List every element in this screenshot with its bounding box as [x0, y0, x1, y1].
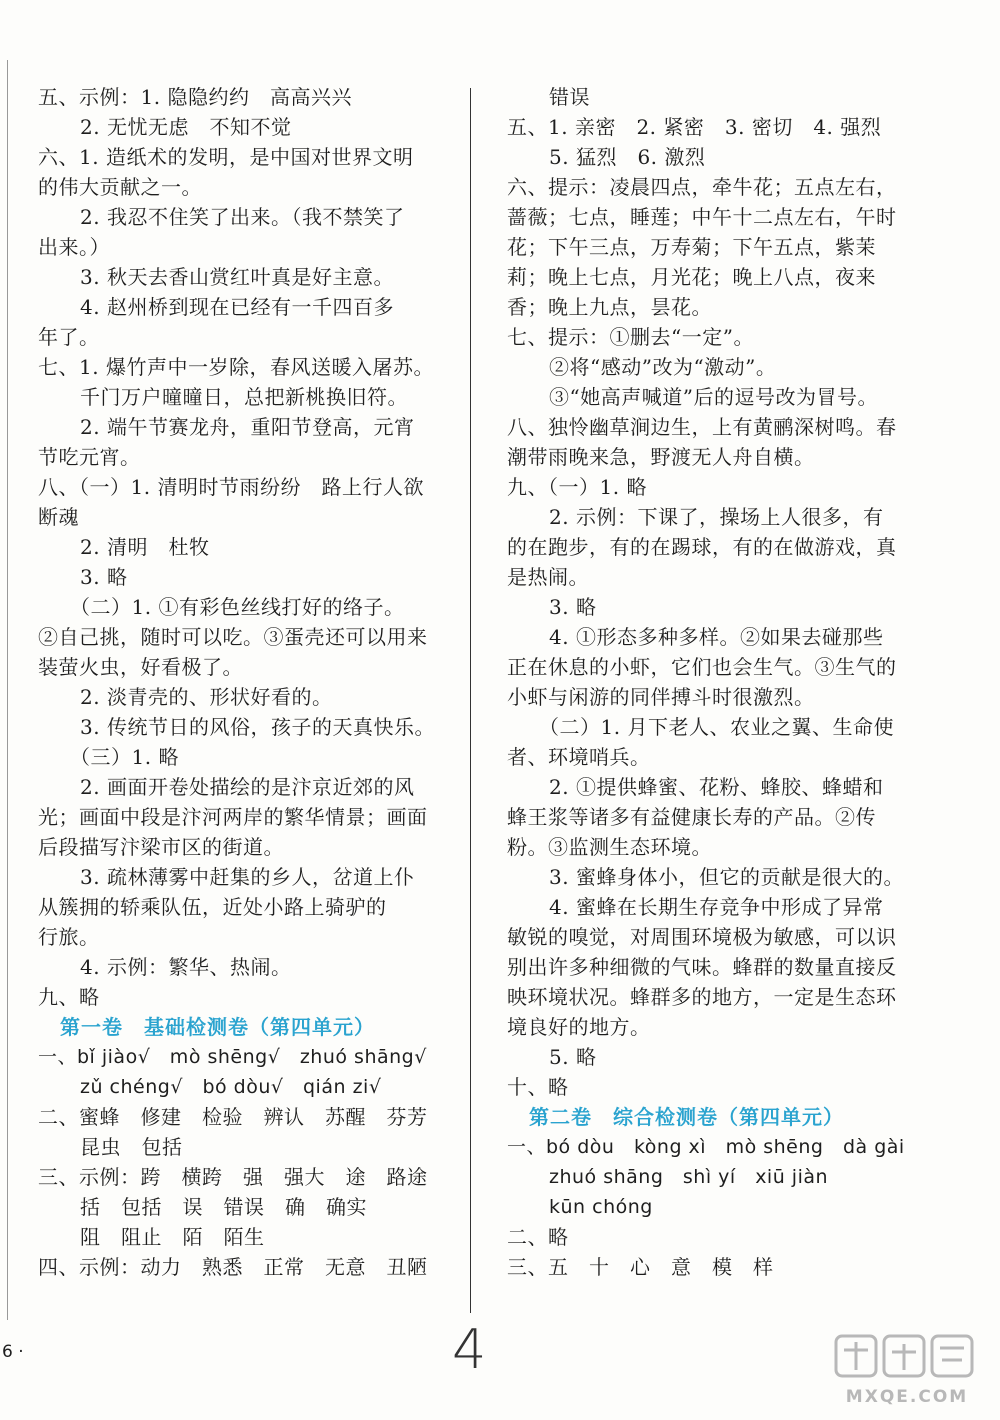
text-line: 千门万户曈曈日，总把新桃换旧符。	[80, 385, 408, 409]
text-line: 4. 蜜蜂在长期生存竞争中形成了异常	[549, 895, 884, 919]
text-line: 3. 略	[549, 595, 597, 619]
text-line: 境良好的地方。	[507, 1015, 651, 1039]
text-line: 出来。）	[38, 235, 110, 259]
text-line: 别出许多种细微的气味。蜂群的数量直接反	[507, 955, 897, 979]
text-line: 三、示例：跨 横跨 强 强大 途 路途	[38, 1165, 428, 1189]
text-line: 八、（一）1. 清明时节雨纷纷 路上行人欲	[38, 475, 424, 499]
text-line: 六、提示：凌晨四点，牵牛花；五点左右，	[507, 175, 897, 199]
text-line: 4. 赵州桥到现在已经有一千四百多	[80, 295, 394, 319]
text-line: ③“她高声喊道”后的逗号改为冒号。	[549, 385, 878, 409]
text-line: 括 包括 误 错误 确 确实	[80, 1195, 367, 1219]
text-line: zǔ chéng√ bó dòu√ qián zi√	[80, 1076, 382, 1098]
text-line: 香；晚上九点，昙花。	[507, 295, 712, 319]
text-line: 后段描写汴梁市区的街道。	[38, 835, 284, 859]
text-line: （三）1. 略	[70, 745, 179, 769]
text-line: 五、1. 亲密 2. 紧密 3. 密切 4. 强烈	[507, 115, 882, 139]
text-line: 行旅。	[38, 925, 100, 949]
text-line: 四、示例：动力 熟悉 正常 无意 丑陋	[38, 1255, 428, 1279]
text-line: 一、bǐ jiào√ mò shēng√ zhuó shāng√	[38, 1046, 427, 1068]
text-line: 3. 秋天去香山赏红叶真是好主意。	[80, 265, 394, 289]
section-heading: 第一卷 基础检测卷（第四单元）	[60, 1015, 375, 1039]
text-line: kūn chóng	[549, 1196, 653, 1218]
text-line: （二）1. ①有彩色丝线打好的络子。	[70, 595, 405, 619]
text-line: 5. 略	[549, 1045, 597, 1069]
text-line: 节吃元宵。	[38, 445, 141, 469]
watermark-logo	[832, 1330, 982, 1410]
text-line: 七、1. 爆竹声中一岁除，春风送暖入屠苏。	[38, 355, 434, 379]
text-line: 正在休息的小虾，它们也会生气。③生气的	[507, 655, 897, 679]
text-line: 错误	[549, 85, 590, 109]
text-line: 5. 猛烈 6. 激烈	[549, 145, 706, 169]
text-line: 从簇拥的轿乘队伍，近处小路上骑驴的	[38, 895, 387, 919]
text-line: 昆虫 包括	[80, 1135, 183, 1159]
text-line: 粉。③监测生态环境。	[507, 835, 712, 859]
text-line: 的伟大贡献之一。	[38, 175, 202, 199]
text-line: 2. 清明 杜牧	[80, 535, 210, 559]
text-line: ②将“感动”改为“激动”。	[549, 355, 777, 379]
text-line: 2. 示例：下课了，操场上人很多，有	[549, 505, 884, 529]
text-line: 光；画面中段是汴河两岸的繁华情景；画面	[38, 805, 428, 829]
text-line: 七、提示：①删去“一定”。	[507, 325, 754, 349]
text-line: 2. 画面开卷处描绘的是汴京近郊的风	[80, 775, 415, 799]
text-line: 2. 无忧无虑 不知不觉	[80, 115, 292, 139]
column-divider	[470, 88, 471, 1313]
text-line: 3. 略	[80, 565, 128, 589]
page-edge-line	[7, 60, 8, 1320]
right-column	[507, 82, 907, 1282]
handwritten-page-mark: 4	[452, 1318, 487, 1381]
text-line: 映环境状况。蜂群多的地方，一定是生态环	[507, 985, 897, 1009]
text-line: 断魂	[38, 505, 79, 529]
text-line: 3. 蜜蜂身体小，但它的贡献是很大的。	[549, 865, 904, 889]
text-line: 三、五 十 心 意 模 样	[507, 1255, 774, 1279]
text-line: 4. 示例：繁华、热闹。	[80, 955, 292, 979]
text-line: 一、bó dòu kòng xì mò shēng dà gài	[507, 1136, 905, 1158]
text-line: 二、略	[507, 1225, 569, 1249]
text-line: 蔷薇；七点，睡莲；中午十二点左右，午时	[507, 205, 897, 229]
text-line: （二）1. 月下老人、农业之翼、生命使	[539, 715, 894, 739]
text-line: 2. 端午节赛龙舟，重阳节登高，元宵	[80, 415, 415, 439]
text-line: 2. ①提供蜂蜜、花粉、蜂胶、蜂蜡和	[549, 775, 884, 799]
text-line: 敏锐的嗅觉，对周围环境极为敏感，可以识	[507, 925, 897, 949]
text-line: 花；下午三点，万寿菊；下午五点，紫茉	[507, 235, 876, 259]
text-line: 装萤火虫，好看极了。	[38, 655, 243, 679]
text-line: 九、略	[38, 985, 100, 1009]
text-line: 的在跑步，有的在踢球，有的在做游戏，真	[507, 535, 897, 559]
text-line: ②自己挑，随时可以吃。③蛋壳还可以用来	[38, 625, 428, 649]
page-number: 6 ·	[2, 1342, 24, 1362]
text-line: zhuó shāng shì yí xiū jiàn	[549, 1166, 829, 1188]
text-line: 者、环境哨兵。	[507, 745, 651, 769]
text-line: 阻 阻止 陌 陌生	[80, 1225, 265, 1249]
text-line: 3. 传统节日的风俗，孩子的天真快乐。	[80, 715, 435, 739]
text-line: 八、独怜幽草涧边生，上有黄鹂深树鸣。春	[507, 415, 897, 439]
text-line: 4. ①形态多种多样。②如果去碰那些	[549, 625, 884, 649]
text-line: 是热闹。	[507, 565, 589, 589]
text-line: 二、蜜蜂 修建 检验 辨认 苏醒 芬芳	[38, 1105, 428, 1129]
text-line: 十、略	[507, 1075, 569, 1099]
text-line: 蜂王浆等诸多有益健康长寿的产品。②传	[507, 805, 876, 829]
text-line: 莉；晚上七点，月光花；晚上八点，夜来	[507, 265, 876, 289]
text-line: 五、示例：1. 隐隐约约 高高兴兴	[38, 85, 352, 109]
text-line: 年了。	[38, 325, 100, 349]
svg-text:MXQE.COM: MXQE.COM	[845, 1387, 969, 1407]
text-line: 小虾与闲游的同伴搏斗时很激烈。	[507, 685, 815, 709]
text-line: 2. 淡青壳的、形状好看的。	[80, 685, 333, 709]
section-heading: 第二卷 综合检测卷（第四单元）	[529, 1105, 844, 1129]
left-column	[38, 82, 443, 1282]
text-line: 六、1. 造纸术的发明，是中国对世界文明	[38, 145, 414, 169]
text-line: 3. 疏林薄雾中赶集的乡人，岔道上仆	[80, 865, 415, 889]
text-line: 九、（一）1. 略	[507, 475, 647, 499]
text-line: 2. 我忍不住笑了出来。（我不禁笑了	[80, 205, 405, 229]
text-line: 潮带雨晚来急，野渡无人舟自横。	[507, 445, 815, 469]
